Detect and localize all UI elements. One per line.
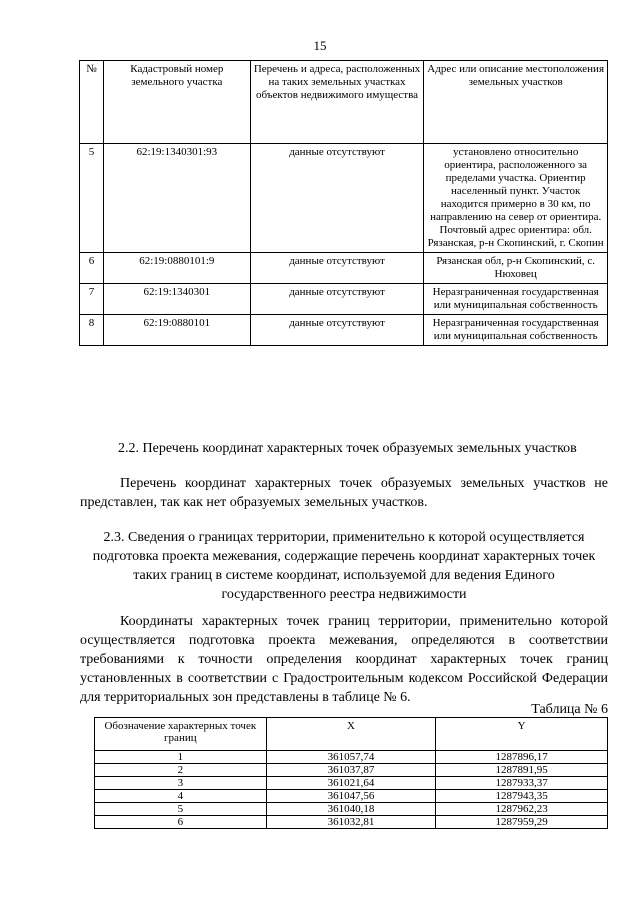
y-coordinate: 1287943,35 (436, 790, 608, 803)
page-number: 15 (313, 38, 327, 53)
table-6-caption: Таблица № 6 (531, 702, 608, 717)
table-row (95, 790, 608, 803)
table-header-row (95, 718, 608, 751)
row-number: 5 (80, 144, 104, 253)
x-coordinate: 361037,87 (266, 764, 436, 777)
x-coordinate: 361021,64 (266, 777, 436, 790)
objects-list: данные отсутствуют (250, 315, 424, 346)
plot-address: Неразграниченная государственная или муниципальная собственность (424, 315, 608, 346)
x-coordinate: 361032,81 (266, 816, 436, 829)
table-row (80, 253, 608, 284)
x-coordinate: 361057,74 (266, 751, 436, 764)
section-2-2-heading: 2.2. Перечень координат характерных точек образуемых земельных участков (118, 441, 577, 456)
objects-list: данные отсутствуют (250, 144, 424, 253)
table-row (95, 764, 608, 777)
row-number: 8 (80, 315, 104, 346)
table-row (95, 803, 608, 816)
row-number: 6 (80, 253, 104, 284)
plot-address: Рязанская обл, р-н Скопинский, с. Нюховец (424, 253, 608, 284)
objects-list: данные отсутствуют (250, 284, 424, 315)
point-label: 6 (95, 816, 267, 829)
y-coordinate: 1287959,29 (436, 816, 608, 829)
coordinates-table (94, 717, 608, 829)
header-x: X (266, 718, 436, 751)
x-coordinate: 361047,56 (266, 790, 436, 803)
header-point: Обозначение характерных точек границ (95, 718, 267, 751)
header-objects: Перечень и адреса, расположенных на таких земельных участках объектов недвижимого имущества (250, 61, 424, 144)
header-address: Адрес или описание местоположения земельных участков (424, 61, 608, 144)
plot-address: установлено относительно ориентира, расположенного за пределами участка. Ориентир населенный пункт. Участок находится примерно в 30 км, по направлению на север от ориентира. Почтовый адрес ориентира: обл. Рязанская, р-н Скопинский, г. Скопин (424, 144, 608, 253)
x-coordinate: 361040,18 (266, 803, 436, 816)
section-2-3-text: Координаты характерных точек границ территории, применительно которой осуществляется подготовка проекта межевания, определяются в соответствии требованиями к точности определения координат характерных точек границ установленных в соответствии с Градостроительным кодексом Российской Федерации для территориальных зон представлены в таблице № 6. (80, 614, 608, 705)
y-coordinate: 1287896,17 (436, 751, 608, 764)
cadastral-number: 62:19:1340301 (103, 284, 250, 315)
table-row (95, 816, 608, 829)
table-header-row (80, 61, 608, 144)
section-2-2-text: Перечень координат характерных точек образуемых земельных участков не представлен, так как нет образуемых земельных участков. (80, 476, 608, 510)
point-label: 4 (95, 790, 267, 803)
header-y: Y (436, 718, 608, 751)
header-cadastral: Кадастровый номер земельного участка (103, 61, 250, 144)
land-plots-table (79, 60, 608, 346)
point-label: 5 (95, 803, 267, 816)
section-2-3-heading: 2.3. Сведения о границах территории, применительно к которой осуществляется подготовка проекта межевания, содержащие перечень координат характерных точек таких границ в системе координат, используемой для ведения Единого государственного реестра недвижимости (92, 530, 596, 602)
plot-address: Неразграниченная государственная или муниципальная собственность (424, 284, 608, 315)
point-label: 3 (95, 777, 267, 790)
point-label: 1 (95, 751, 267, 764)
header-number: № (80, 61, 104, 144)
y-coordinate: 1287962,23 (436, 803, 608, 816)
table-row (95, 751, 608, 764)
cadastral-number: 62:19:0880101 (103, 315, 250, 346)
table-row (80, 315, 608, 346)
y-coordinate: 1287891,95 (436, 764, 608, 777)
table-row (80, 284, 608, 315)
row-number: 7 (80, 284, 104, 315)
objects-list: данные отсутствуют (250, 253, 424, 284)
y-coordinate: 1287933,37 (436, 777, 608, 790)
cadastral-number: 62:19:1340301:93 (103, 144, 250, 253)
cadastral-number: 62:19:0880101:9 (103, 253, 250, 284)
table-row (80, 144, 608, 253)
table-row (95, 777, 608, 790)
point-label: 2 (95, 764, 267, 777)
